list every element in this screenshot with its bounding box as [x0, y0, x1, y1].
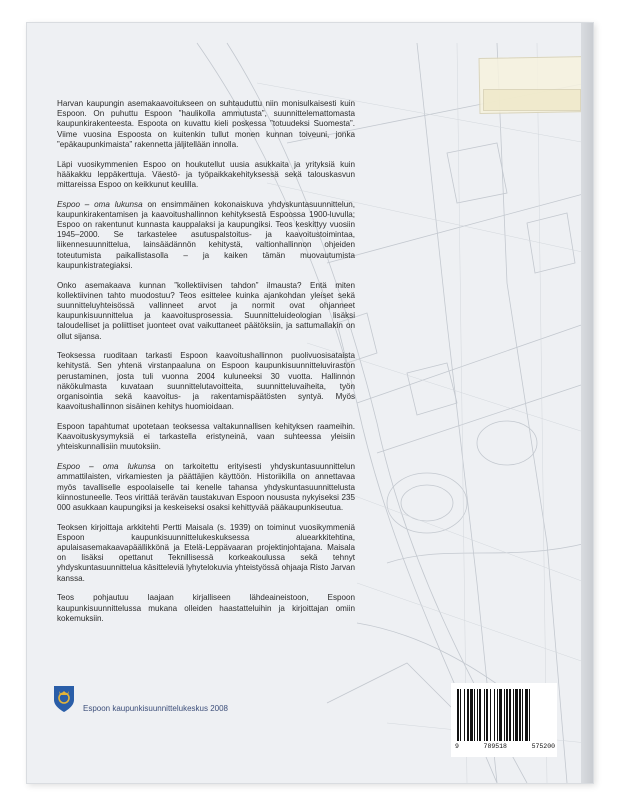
publisher-block	[53, 685, 228, 713]
blurb-paragraph	[57, 351, 355, 412]
spine-edge	[581, 23, 593, 783]
paragraph-text: Teoksen kirjoittaja arkkitehti Pertti Maisala (s. 1939) on toiminut vuosikymmeniä Espoon kaupunkisuunnittelukeskuksessa aluearkkitehtina, apulaisasemakaavapäällikkönä ja Etelä-Leppävaaran projektinjohtajana. Maisala on lisäksi opettanut Teknillisessä korkeakoulussa sekä tehnyt yhdyskuntasuunnittelua käsitteleviä lyhytelokuvia yhteistyössä ohjaaja Risto Jarvan kanssa.	[57, 522, 355, 583]
paragraph-text: on ensimmäinen kokonaiskuva yhdyskuntasuunnittelun, kaupunkirakentamisen ja kaavoitushallinnon kehityksestä Espoossa 1900-luvulla; Espoo on rakentunut kunnasta kauppalaksi ja kaupungiksi. Teos keskittyy vuosiin 1945–2000. Se tarkastelee asutuspalstoitus- ja kaavoitustoimintaa, liikennesuunnittelua, lainsäädännön kehitystä, valtionhallinnon ohjeiden toteutumista paikallistasolla – ja kaiken tämän muovautumista kaupunkistrategiaksi.	[57, 199, 355, 270]
blurb-paragraph	[57, 160, 355, 191]
espoo-crest-icon	[53, 685, 75, 713]
paragraph-text: Onko asemakaava kunnan ”kollektiivisen tahdon” ilmausta? Entä miten kollektiivinen tahto muodostuu? Teos esittelee kuinka ajankohdan yleiset sekä suunnitteluyhteisössä vallinneet arvot ja normit ovat ohjanneet kaupunkisuunnittelua ja kaavoitusprosessia. Suunnitteluideologian lisäksi taloudelliset ja poliittiset juonteet ovat vaikuttaneet päätöksiin, ja sattumallakin on ollut sijansa.	[57, 280, 355, 341]
blurb-text	[57, 99, 355, 633]
paragraph-text: Läpi vuosikymmenien Espoo on houkutellut uusia asukkaita ja yrityksiä kuin hääkakku leppäkerttuja. Väestö- ja työpaikkakehityksessä sekä talouskasvun mittareissa Espoo on keikkunut keulilla.	[57, 159, 355, 189]
barcode-digit-group: 789518	[483, 743, 507, 750]
paragraph-text: Harvan kaupungin asemakaavoitukseen on suhtauduttu niin monisulkaisesti kuin Espoon. On puhuttu Espoon ”haulikolla ammutusta”, suunnittelemattomasta kaupunkirakenteesta. Espoota on kuvattu kieli poskessa ”totuudeksi Suomesta”. Viime vuosina Espoosta on kuitenkin tullut monen kunnan toiveuni, jonka ”epäkaupunkimaista” rakennetta jäljitellään innolla.	[57, 99, 355, 149]
blurb-paragraph	[57, 281, 355, 342]
blurb-paragraph	[57, 593, 355, 624]
price-sticker-residue	[483, 89, 581, 111]
paragraph-text: Teos pohjautuu laajaan kirjalliseen lähdeaineistoon, Espoon kaupunkisuunnittelussa mukana olleiden haastatteluihin ja kirjoittajan omiin kokemuksiin.	[57, 593, 355, 623]
barcode-digits	[455, 743, 555, 750]
isbn-barcode	[451, 683, 557, 757]
back-cover	[26, 22, 594, 784]
blurb-paragraph	[57, 462, 355, 513]
blurb-paragraph	[57, 99, 355, 150]
barcode-bars	[457, 689, 551, 741]
book-title-italic: Espoo – oma lukunsa	[57, 199, 143, 209]
paragraph-text: Espoon tapahtumat upotetaan teoksessa valtakunnallisen kehityksen raameihin. Kaavoituskysymyksiä ei tarkastella eristyneinä, vaan suhteessa yleisiin yhteiskunnallisiin muutoksiin.	[57, 421, 355, 452]
barcode-digit-group: 9	[455, 743, 459, 750]
book-title-italic: Espoo – oma lukunsa	[57, 462, 156, 472]
blurb-paragraph	[57, 200, 355, 271]
barcode-digit-group: 575200	[531, 743, 555, 750]
blurb-paragraph	[57, 523, 355, 584]
publisher-name: Espoon kaupunkisuunnittelukeskus 2008	[83, 703, 228, 713]
blurb-paragraph	[57, 422, 355, 453]
paragraph-text: Teoksessa ruoditaan tarkasti Espoon kaavoitushallinnon puolivuosisataista kehitystä. Sen yhtenä virstanpaaluna on Espoon kaupunkisuunnitteluviraston perustaminen, josta tuli vuonna 2004 kuluneeksi 30 vuotta. Hallinnon näkökulmasta kuvataan suunnittelutavoitteita, suunnitteluvaiheita, työn organisointia sekä kaavoitus- ja rakentamispäätösten syntyä. Myös kaavoitushallinnon sisäinen kehitys huomioidaan.	[57, 351, 355, 412]
paragraph-text: on tarkoitettu erityisesti yhdyskuntasuunnittelun ammattilaisten, virkamiesten ja päättäjien käyttöön. Historiikilla on annettavaa myös tavalliselle espoolaiselle tai kenelle tahansa yhdyskuntasuunnittelusta kiinnostuneelle. Teos virittää terävän taustakuvan Espoon noususta nykyiseksi 235 000 asukkaan kaupungiksi ja keskeiseksi osaksi kehittyvää pääkaupunkiseutua.	[57, 462, 355, 512]
